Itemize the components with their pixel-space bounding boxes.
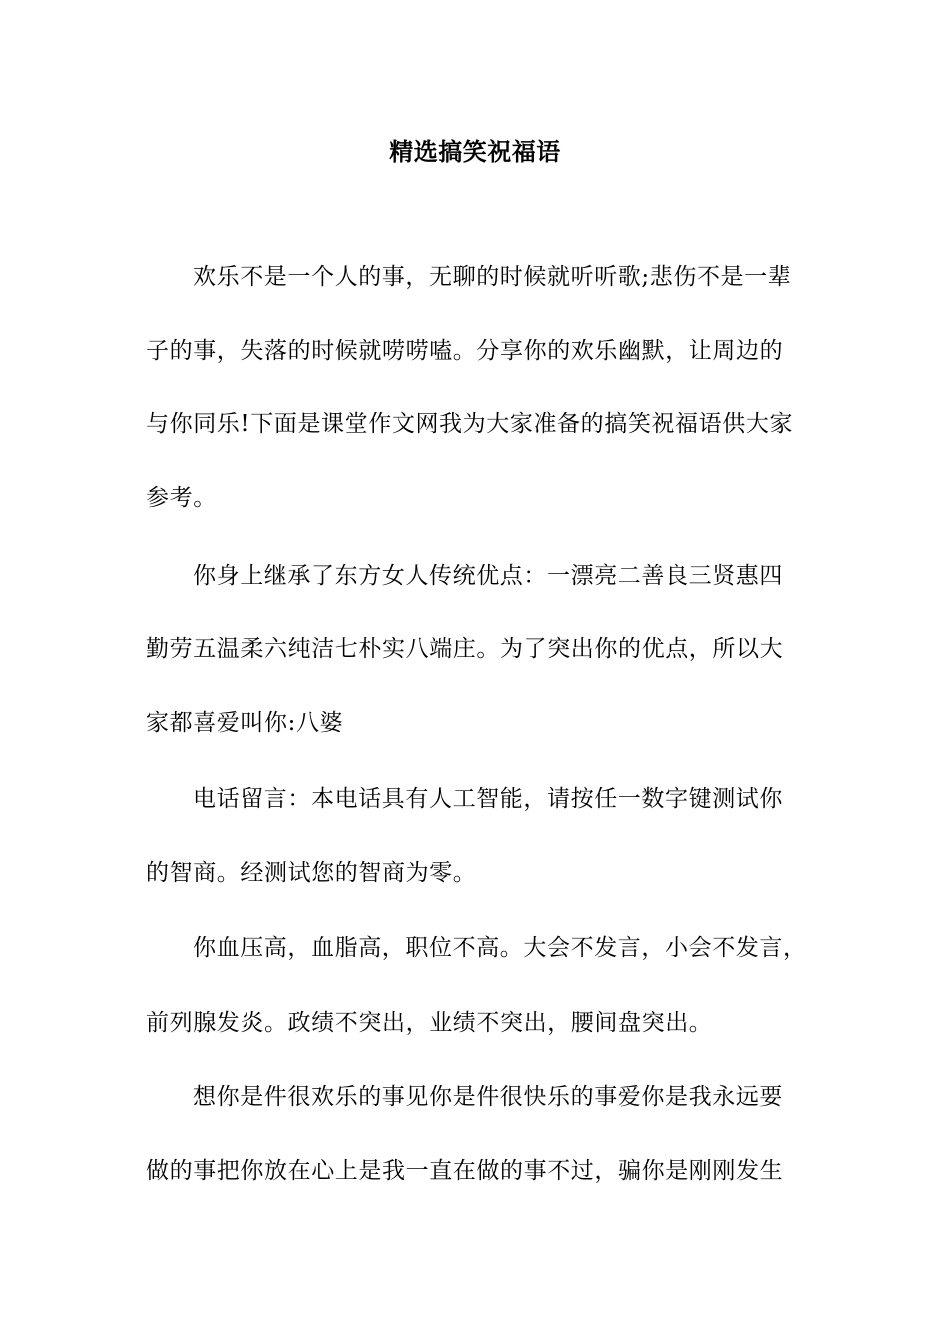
paragraph-2-line-2: 勤劳五温柔六纯洁七朴实八端庄。为了突出你的优点，所以大 [146, 636, 784, 662]
paragraph-2-line-1: 你身上继承了东方女人传统优点：一漂亮二善良三贤惠四 [193, 563, 783, 589]
paragraph-1-line-2: 子的事，失落的时候就唠唠嗑。分享你的欢乐幽默，让周边的 [146, 338, 784, 364]
paragraph-2-line-3: 家都喜爱叫你:八婆 [146, 710, 344, 736]
paragraph-1-line-1: 欢乐不是一个人的事，无聊的时候就听听歌;悲伤不是一辈 [193, 264, 792, 290]
paragraph-4-line-2: 前列腺发炎。政绩不突出，业绩不突出，腰间盘突出。 [146, 1010, 713, 1036]
paragraph-5-line-1: 想你是件很欢乐的事见你是件很快乐的事爱你是我永远要 [193, 1084, 783, 1110]
paragraph-3-line-2: 的智商。经测试您的智商为零。 [146, 860, 477, 886]
paragraph-1-line-4: 参考。 [146, 485, 217, 511]
document-title: 精选搞笑祝福语 [389, 137, 561, 166]
paragraph-4-line-1: 你血压高，血脂高，职位不高。大会不发言，小会不发言， [193, 935, 807, 961]
paragraph-1-line-3: 与你同乐!下面是课堂作文网我为大家准备的搞笑祝福语供大家 [146, 411, 794, 437]
paragraph-3-line-1: 电话留言：本电话具有人工智能，请按任一数字键测试你 [193, 786, 783, 812]
paragraph-5-line-2: 做的事把你放在心上是我一直在做的事不过，骗你是刚刚发生 [146, 1158, 784, 1184]
